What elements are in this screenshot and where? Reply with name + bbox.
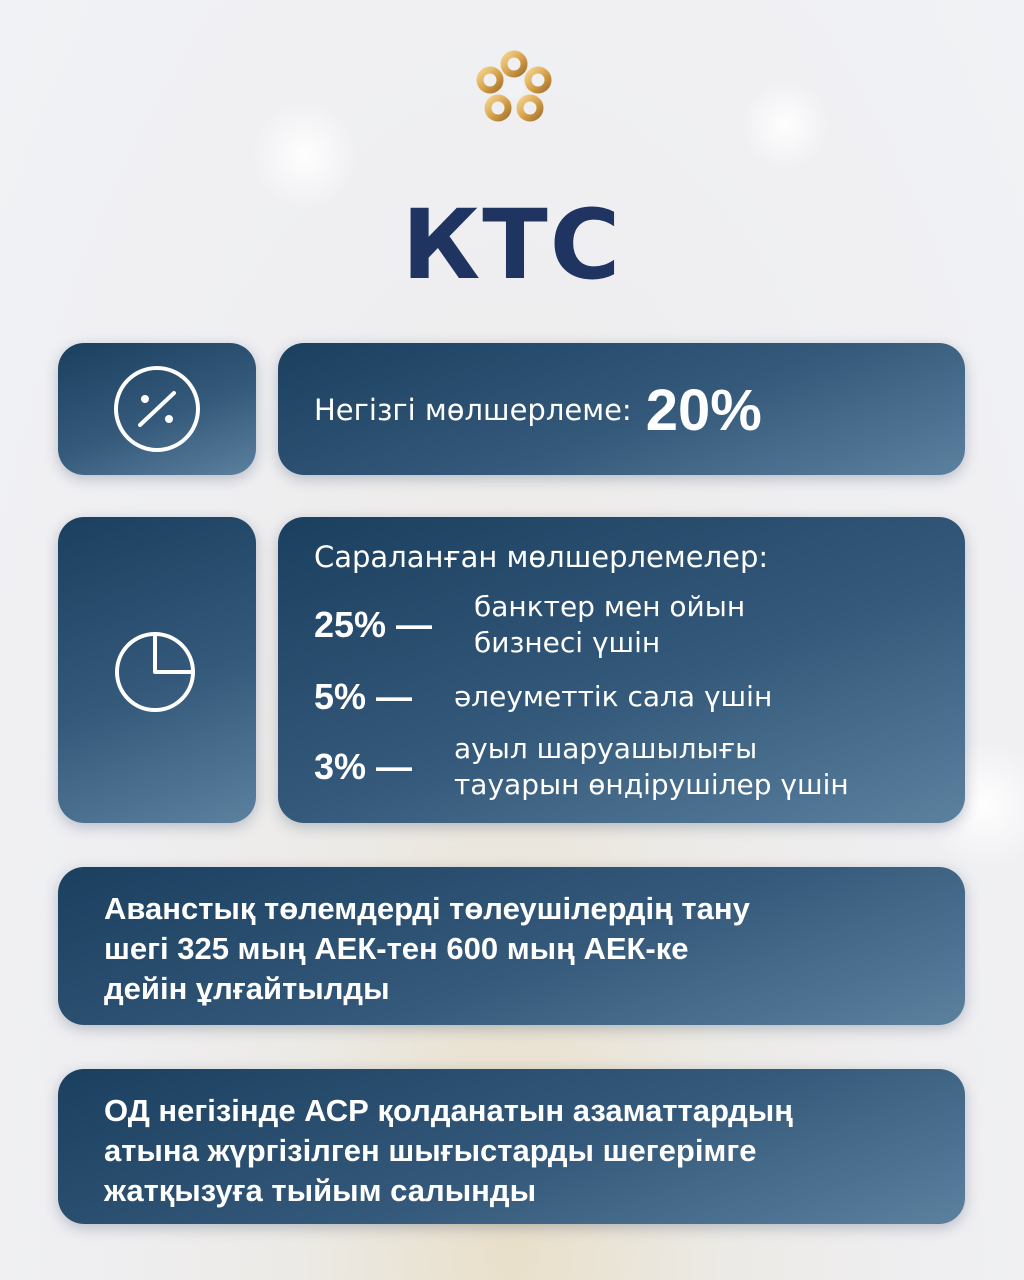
diff-icon-card — [58, 517, 256, 823]
note-card — [58, 867, 965, 1025]
diff-rate-desc: әлеуметтік сала үшін — [454, 680, 773, 713]
diff-rate-item — [314, 675, 772, 719]
note-text: ОД негізінде АСР қолданатын азаматтардың — [104, 1093, 793, 1128]
note-text: дейін ұлғайтылды — [104, 971, 390, 1006]
diff-rate-desc: тауарын өндірушілер үшін — [454, 768, 849, 801]
note-text: Аванстық төлемдерді төлеушілердің тану — [104, 891, 750, 926]
diff-rate-value: 3% — — [314, 746, 413, 787]
note-text: шегі 325 мың АЕК-тен 600 мың АЕК-ке — [104, 931, 689, 966]
diff-rates-heading: Сараланған мөлшерлемелер: — [314, 540, 769, 574]
diff-rate-item — [314, 589, 745, 661]
diff-rate-item — [314, 731, 849, 803]
base-rate-label: Негізгі мөлшерлеме: — [314, 393, 632, 427]
base-rate-card — [278, 343, 965, 475]
page-title: КТС — [401, 189, 623, 301]
diff-rate-value: 25% — — [314, 604, 433, 645]
diff-rate-value: 5% — — [314, 676, 413, 717]
pie-chart-icon — [111, 624, 203, 716]
diff-rates-card — [278, 517, 965, 823]
base-rate-value: 20% — [645, 377, 762, 443]
note-text: атына жүргізілген шығыстарды шегерімге — [104, 1133, 757, 1168]
rate-icon-card — [58, 343, 256, 475]
note-card — [58, 1069, 965, 1224]
diff-rate-desc: бизнесі үшін — [474, 626, 661, 659]
percent-circle-icon — [111, 363, 203, 455]
gold-flower-logo-icon — [472, 50, 556, 126]
diff-rate-desc: банктер мен ойын — [474, 590, 746, 623]
diff-rate-desc: ауыл шаруашылығы — [454, 732, 758, 765]
note-text: жатқызуға тыйым салынды — [104, 1173, 537, 1208]
light-glow — [740, 80, 830, 170]
